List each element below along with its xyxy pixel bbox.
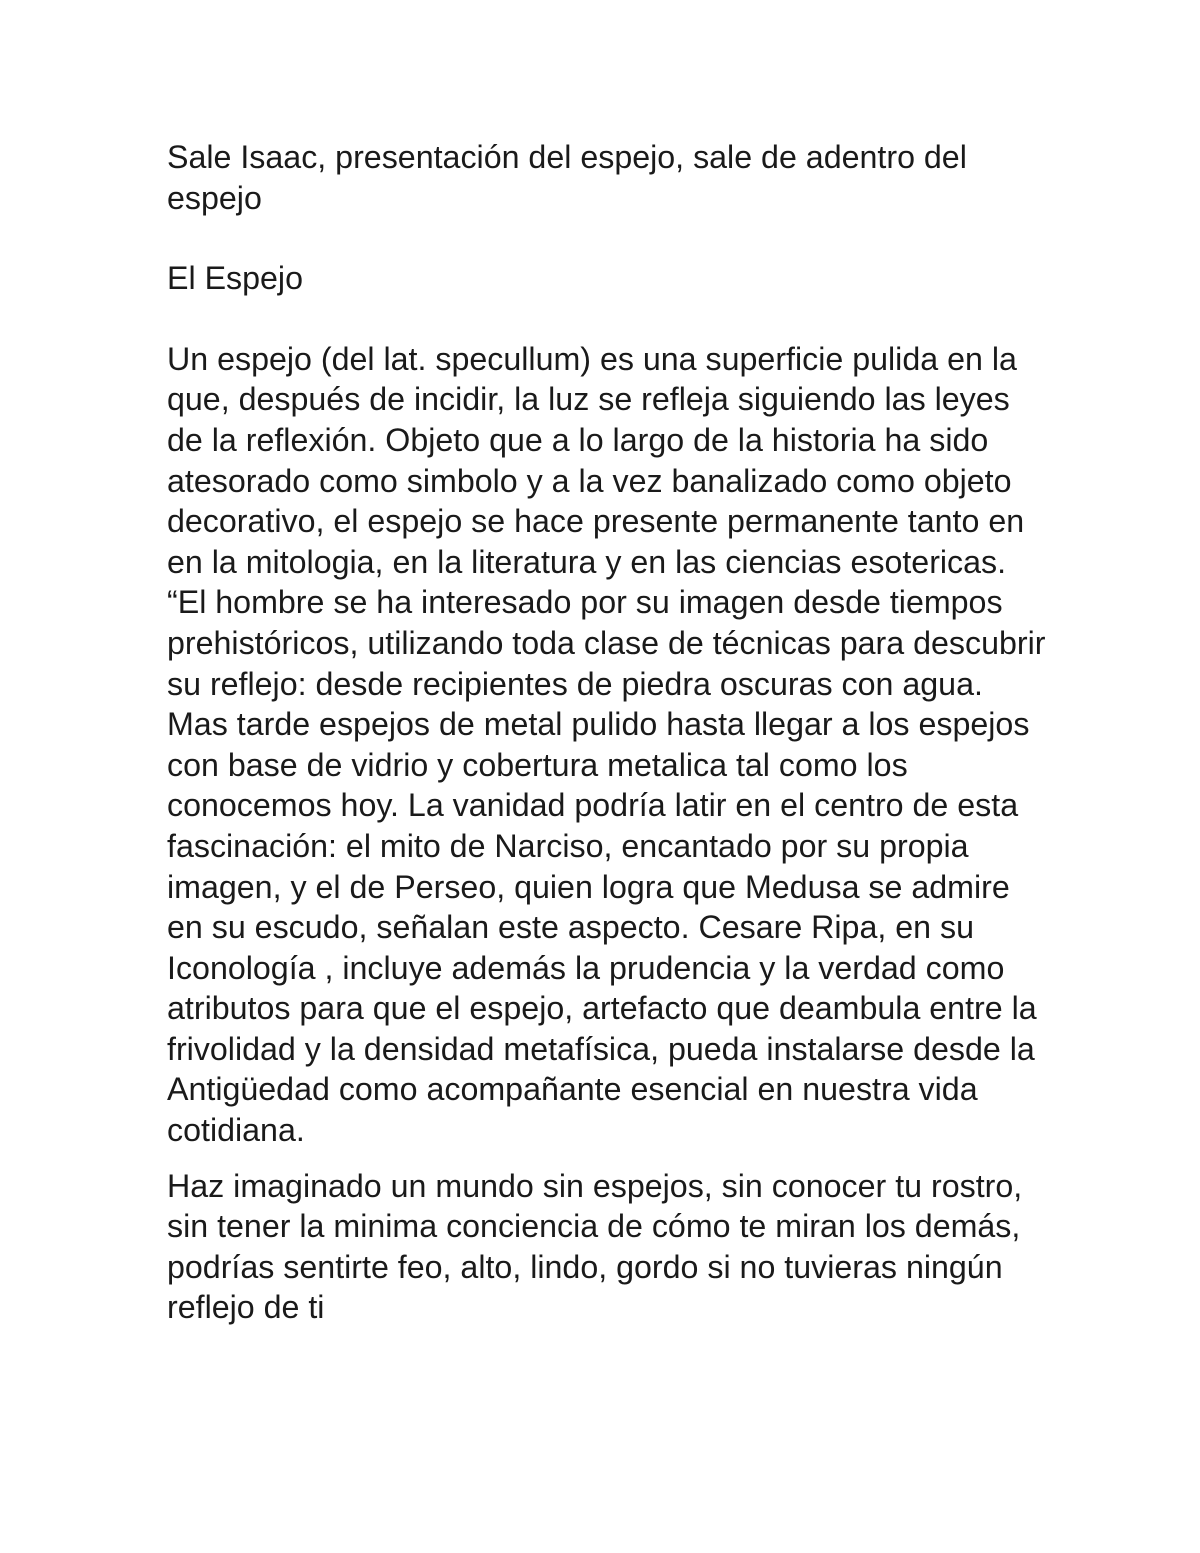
document-body: [167, 137, 1047, 1328]
body-paragraph: Haz imaginado un mundo sin espejos, sin conocer tu rostro, sin tener la minima conciencia de cómo te miran los demás, podrías sentirte feo, alto, lindo, gordo si no tuvieras ningún reflejo de ti: [167, 1167, 1023, 1326]
intro-line: Sale Isaac, presentación del espejo, sale de adentro del espejo: [167, 139, 967, 216]
section-heading: El Espejo: [167, 260, 303, 297]
body-paragraph: Un espejo (del lat. specullum) es una superficie pulida en la que, después de incidir, la luz se refleja siguiendo las leyes de la reflexión. Objeto que a lo largo de la historia ha sido atesorado como simbolo y a la vez banalizado como objeto decorativo, el espejo se hace presente permanente tanto en en la mitologia, en la literatura y en las ciencias esotericas. “El hombre se ha interesado por su imagen desde tiempos prehistóricos, utilizando toda clase de técnicas para descubrir su reflejo: desde recipientes de piedra oscuras con agua. Mas tarde espejos de metal pulido hasta llegar a los espejos con base de vidrio y cobertura metalica tal como los conocemos hoy. La vanidad podría latir en el centro de esta fascinación: el mito de Narciso, encantado por su propia imagen, y el de Perseo, quien logra que Medusa se admire en su escudo, señalan este aspecto. Cesare Ripa, en su Iconología , incluye además la prudencia y la verdad como atributos para que el espejo, artefacto que deambula entre la frivolidad y la densidad metafísica, pueda instalarse desde la Antigüedad como acompañante esencial en nuestra vida cotidiana.: [167, 340, 1046, 1149]
